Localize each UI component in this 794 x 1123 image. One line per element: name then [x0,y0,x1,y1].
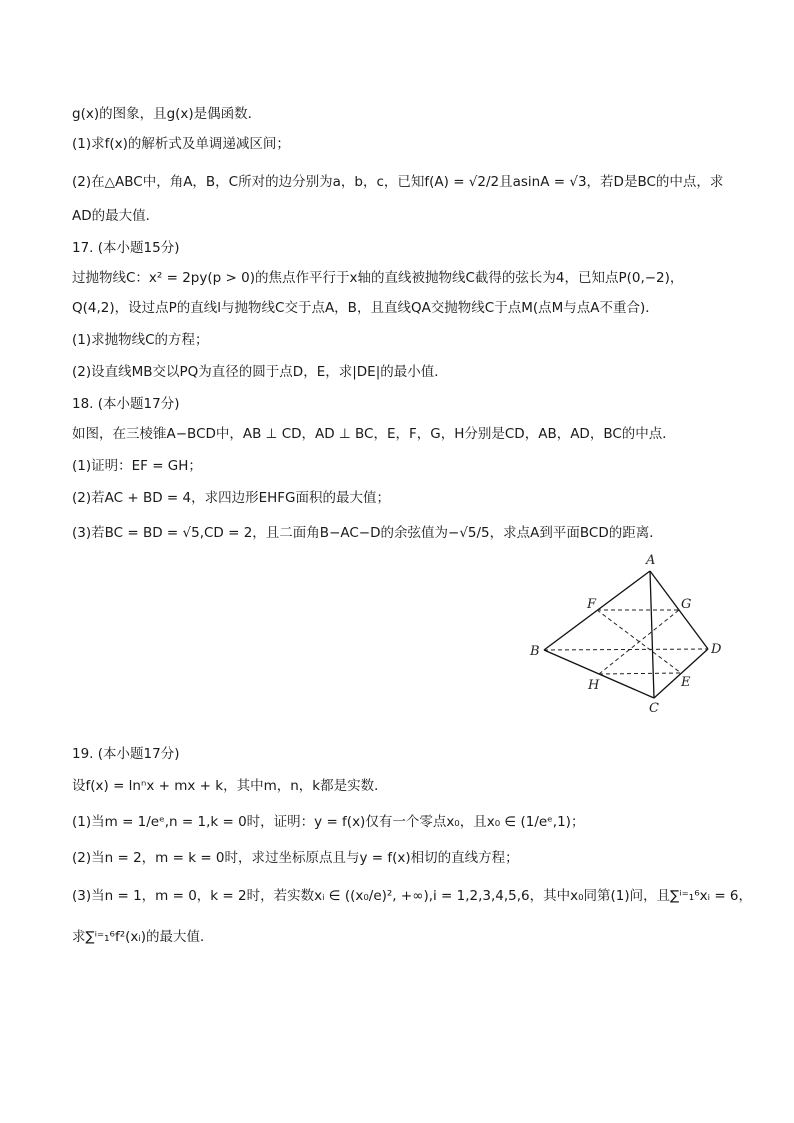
text-line-q17-part2: (2)设直线MB交以PQ为直径的圆于点D，E，求|DE|的最小值． [72,364,448,380]
label-F: F [587,597,597,612]
text-line-q19-part2: (2)当n = 2，m = k = 0时，求过坐标原点且与y = f(x)相切的直线方程； [72,850,519,866]
text-line-q19-stem: 设f(x) = lnⁿx + mx + k，其中m，n，k都是实数． [72,778,388,794]
text-line-q19-part3: (3)当n = 1，m = 0，k = 2时，若实数xᵢ ∈ ((x₀/e)², +∞),i = 1,2,3,4,5,6，其中x₀同第(1)问，且∑ⁱ⁼₁⁶xᵢ = 6， [72,888,753,904]
text-line-q17-stem-cont: Q(4,2)，设过点P的直线l与抛物线C交于点A，B，且直线QA交抛物线C于点M(点M与点A不重合)． [72,300,659,316]
tetrahedron-figure [528,548,728,718]
question-18-heading: 18. (本小题17分) [72,396,180,412]
label-H: H [588,678,600,693]
text-line-q18-part2: (2)若AC + BD = 4，求四边形EHFG面积的最大值； [72,490,390,506]
tetrahedron-diagram [528,548,728,718]
label-B: B [530,644,540,659]
segment-HG-hidden [599,610,679,674]
text-line-g-even: g(x)的图象，且g(x)是偶函数． [72,106,262,122]
label-C: C [649,701,659,716]
text-line-q18-part3: (3)若BC = BD = √5,CD = 2，且二面角B−AC−D的余弦值为−√5/5，求点A到平面BCD的距离． [72,525,663,541]
edge-BD-hidden [544,649,708,650]
text-line-q18-stem: 如图，在三棱锥A−BCD中，AB ⊥ CD，AD ⊥ BC，E，F，G，H分别是CD，AB，AD，BC的中点． [72,426,676,442]
segment-HE-hidden [599,673,681,674]
text-line-q17-stem: 过抛物线C：x² = 2py(p > 0)的焦点作平行于x轴的直线被抛物线C截得的弦长为4，已知点P(0,−2)， [72,270,684,286]
text-line-q16-part2-cont: AD的最大值． [72,208,160,224]
text-line-q16-part2: (2)在△ABC中，角A，B，C所对的边分别为a，b，c，已知f(A) = √2/2且asinA = √3，若D是BC的中点，求 [72,174,724,190]
text-line-q19-part3-cont: 求∑ⁱ⁼₁⁶f²(xᵢ)的最大值． [72,929,214,945]
text-line-q17-part1: (1)求抛物线C的方程； [72,332,209,348]
text-line-q18-part1: (1)证明：EF = GH； [72,458,202,474]
text-line-q19-part1: (1)当m = 1/eᵉ,n = 1,k = 0时，证明：y = f(x)仅有一个零点x₀，且x₀ ∈ (1/eᵉ,1)； [72,814,585,830]
label-E: E [681,675,691,690]
label-A: A [646,553,656,568]
text-line-q16-part1: (1)求f(x)的解析式及单调递减区间； [72,136,290,152]
label-G: G [681,597,692,612]
question-17-heading: 17. (本小题15分) [72,240,180,256]
edge-AC [650,571,654,698]
question-19-heading: 19. (本小题17分) [72,746,180,762]
label-D: D [711,642,722,657]
